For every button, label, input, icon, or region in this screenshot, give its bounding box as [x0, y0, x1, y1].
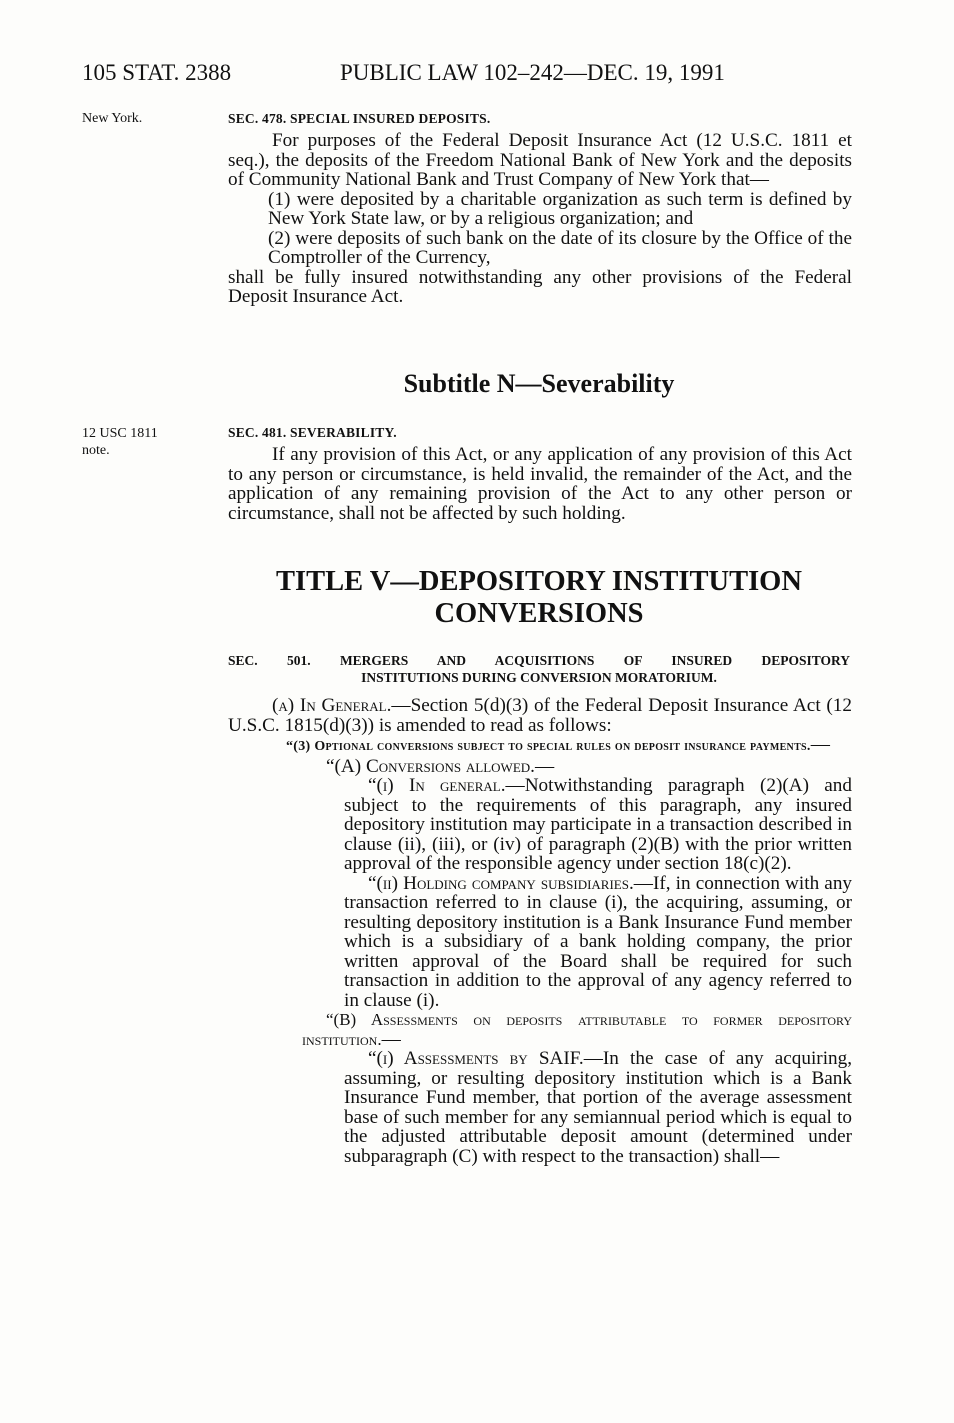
clause-a-ii-text: —If, in connection with any transaction referred to in clause (i), the acquiring, assuming, or resulting depository institution is a Bank Insurance Fund member which is a subsidiary of a bank holding company, the prior written approval of the Board shall be required for such transaction in addition to the approval of any agency referred to in clause (i). [344, 872, 853, 1011]
subtitle-heading: Subtitle N—Severability [403, 369, 675, 398]
title-line-2: CONVERSIONS [434, 598, 644, 629]
margin-note-usc [82, 425, 158, 459]
clause-a-i-label: “(i) In general. [368, 775, 506, 796]
section-501-heading-line2: INSTITUTIONS DURING CONVERSION MORATORIUM. [361, 670, 717, 685]
title-line-1: TITLE V—DEPOSITORY INSTITUTION [276, 566, 802, 597]
subparagraph-b [228, 1010, 852, 1049]
section-481-heading: SEC. 481. SEVERABILITY. [228, 425, 397, 440]
running-head: PUBLIC LAW 102–242—DEC. 19, 1991 [340, 60, 725, 85]
section-478-closing: shall be fully insured notwithstanding any other provisions of the Federal Deposit Insurance Act. [228, 266, 852, 307]
section-478-item-1: (1) were deposited by a charitable organization as such term is defined by New York State law, or by a religious organization; and [268, 188, 852, 229]
subsection-a [228, 696, 852, 735]
clause-a-i-text: —Notwithstanding paragraph (2)(A) and subject to the requirements of this paragraph, any insured depository institution may participate in a transaction described in clause (ii), (iii), or (iv) of paragraph (2)(B) with the prior written approval of the responsible agency under section 18(c)(2). [344, 775, 852, 874]
clause-a-i [228, 776, 852, 874]
paragraph-3-label: “(3) Optional conversions subject to special rules on deposit insurance payments. [286, 739, 811, 754]
section-501-heading-line1: SEC. 501. MERGERS AND ACQUISITIONS OF INSURED DEPOSITORY [228, 653, 850, 668]
section-478-intro: For purposes of the Federal Deposit Insurance Act (12 U.S.C. 1811 et seq.), the deposits of the Freedom National Bank of New York and the deposits of Community National Bank and Trust Company of New York that— [228, 130, 852, 190]
subparagraph-b-label: “(B) Assessments on deposits attributable to former depository institution. [302, 1010, 852, 1049]
margin-note-usc-line1: 12 USC 1811 [82, 426, 158, 441]
section-481-text: If any provision of this Act, or any application of any provision of this Act to any person or circumstance, is held invalid, the remainder of the Act, and the application of any remaining provision of the Act to any other person or circumstance, shall not be affected by such holding. [228, 444, 852, 524]
section-481-body [228, 445, 852, 523]
title-heading [228, 566, 850, 630]
clause-b-i-text: —In the case of any acquiring, assuming, or resulting depository institution which is a Bank Insurance Fund member, that portion of the average assessment base of such member for any semiannual period which is equal to the adjusted attributable deposit amount (determined under subparagraph (C) with respect to the transaction) shall— [344, 1048, 853, 1167]
margin-note-usc-line2: note. [82, 443, 110, 458]
page-number: 105 STAT. 2388 [82, 60, 232, 85]
section-478-heading: SEC. 478. SPECIAL INSURED DEPOSITS. [228, 111, 491, 126]
subsection-a-text: —Section 5(d)(3) of the Federal Deposit Insurance Act (12 U.S.C. 1815(d)(3)) is amended to read as follows: [228, 695, 852, 736]
clause-a-ii [228, 874, 852, 1011]
section-478-body [228, 131, 852, 307]
paragraph-3 [228, 735, 852, 757]
margin-note-new-york: New York. [82, 111, 143, 126]
paragraph-3-dash: — [810, 734, 830, 755]
subsection-a-label: (a) In General. [272, 695, 392, 716]
clause-b-i [228, 1049, 852, 1166]
section-478-item-2: (2) were deposits of such bank on the date of its closure by the Office of the Comptroller of the Currency, [268, 227, 852, 268]
clause-a-ii-label: “(ii) Holding company subsidiaries. [368, 872, 634, 894]
subparagraph-a [228, 757, 852, 777]
section-501-body [228, 696, 852, 1166]
section-501-heading [228, 652, 850, 686]
subparagraph-a-label: “(A) Conversions allowed. [326, 755, 535, 777]
subparagraph-b-dash: — [381, 1028, 401, 1050]
subparagraph-a-dash: — [534, 755, 555, 777]
clause-b-i-label: “(i) Assessments by SAIF. [368, 1048, 584, 1069]
